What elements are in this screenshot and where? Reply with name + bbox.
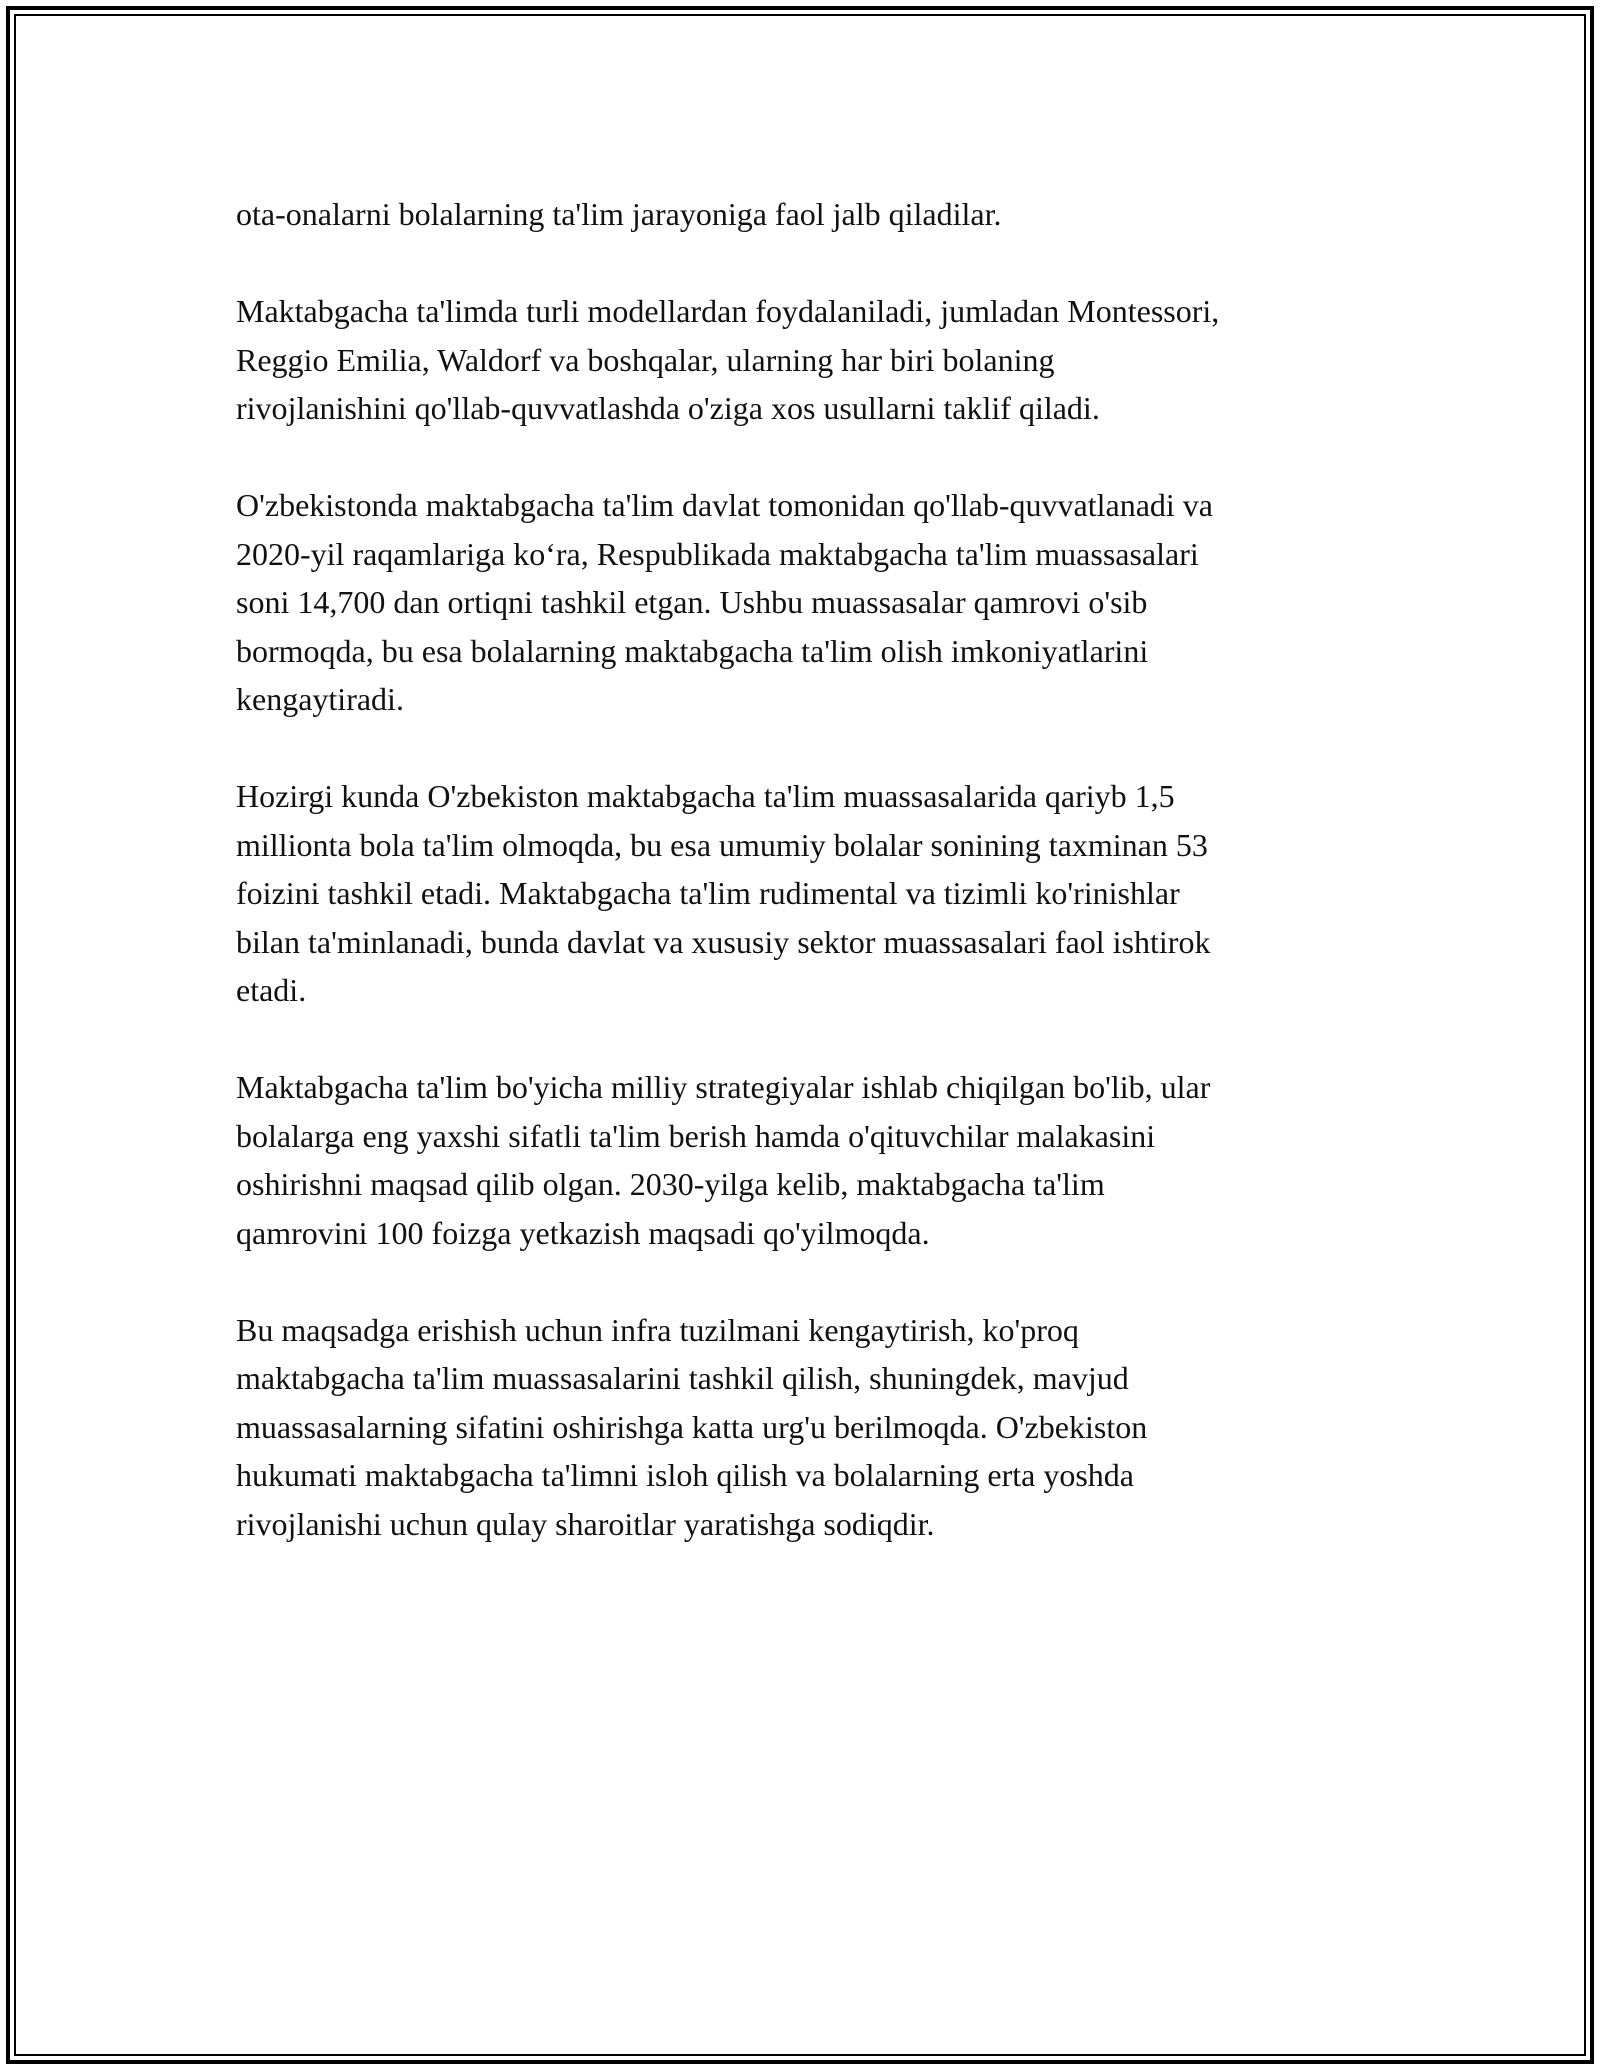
paragraph-5: Maktabgacha ta'lim bo'yicha milliy strategiyalar ishlab chiqilgan bo'lib, ular bolalarga eng yaxshi sifatli ta'lim berish hamda o'qituvchilar malakasini oshirishni maqsad qilib olgan. 2030-yilga kelib, maktabgacha ta'lim qamrovini 100 foizga yetkazish maqsadi qo'yilmoqda. xyxy=(236,1069,1211,1251)
paragraph-6: Bu maqsadga erishish uchun infra tuzilmani kengaytirish, ko'proq maktabgacha ta'lim muassasalarini tashkil qilish, shuningdek, mavjud muassasalarning sifatini oshirishga katta urg'u berilmoqda. O'zbekiston hukumati maktabgacha ta'limni isloh qilish va bolalarning erta yoshda rivojlanishi uchun qulay sharoitlar yaratishga sodiqdir. xyxy=(236,1311,1148,1542)
paragraph-3: O'zbekistonda maktabgacha ta'lim davlat tomonidan qo'llab-quvvatlanadi va 2020-yil raqamlariga ko‘ra, Respublikada maktabgacha ta'lim muassasalari soni 14,700 dan ortiqni tashkil etgan. Ushbu muassasalar qamrovi o'sib bormoqda, bu esa bolalarning maktabgacha ta'lim olish imkoniyatlarini kengaytiradi. xyxy=(236,487,1213,717)
paragraph-2: Maktabgacha ta'limda turli modellardan foydalaniladi, jumladan Montessori, Reggio Emilia, Waldorf va boshqalar, ularning har biri bolaning rivojlanishini qo'llab-quvvatlashda o'ziga xos usullarni taklif qiladi. xyxy=(236,293,1220,426)
paragraph-4: Hozirgi kunda O'zbekiston maktabgacha ta'lim muassasalarida qariyb 1,5 millionta bola ta'lim olmoqda, bu esa umumiy bolalar sonining taxminan 53 foizini tashkil etadi. Maktabgacha ta'lim rudimental va tizimli ko'rinishlar bilan ta'minlanadi, bunda davlat va xususiy sektor muassasalari faol ishtirok etadi. xyxy=(236,778,1211,1008)
document-body xyxy=(236,190,1366,1597)
paragraph-1: ota-onalarni bolalarning ta'lim jarayoniga faol jalb qiladilar. xyxy=(236,196,1002,232)
